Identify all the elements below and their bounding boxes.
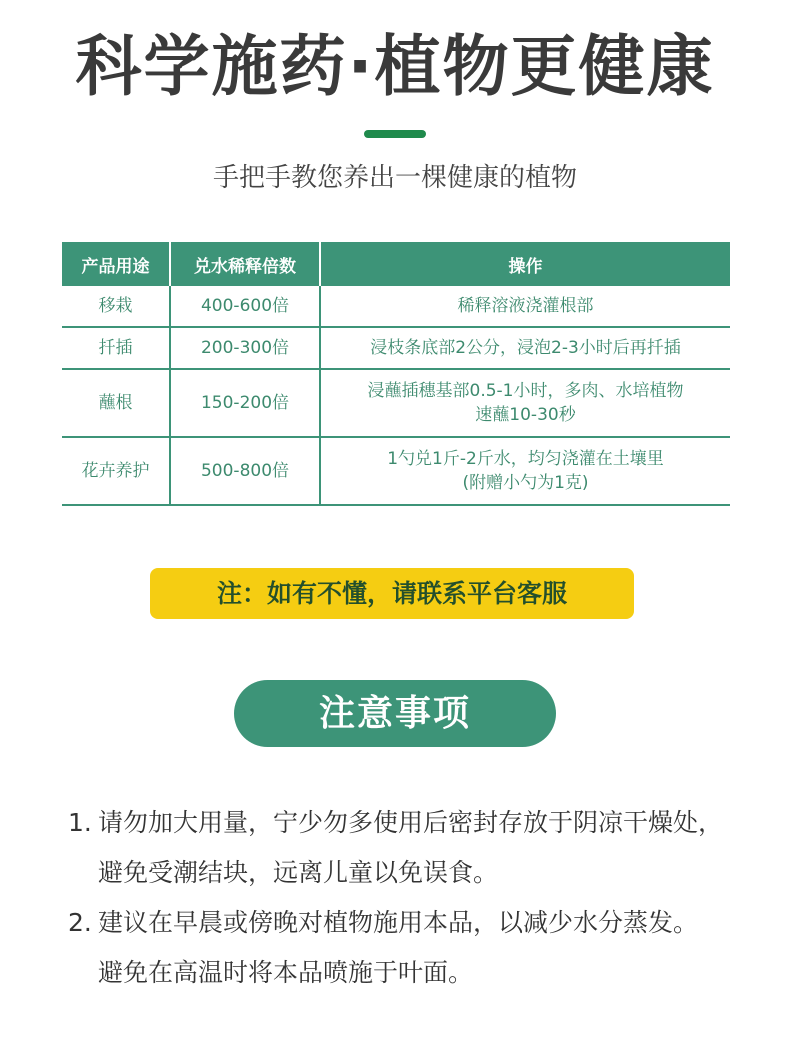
cell-dilution: 150-200倍 (170, 369, 320, 437)
title-accent-bar (364, 130, 426, 138)
cell-operation (320, 327, 730, 369)
precautions-heading: 注意事项 (234, 680, 556, 747)
cell-operation (320, 286, 730, 327)
cell-dilution: 200-300倍 (170, 327, 320, 369)
contact-note: 注：如有不懂，请联系平台客服 (150, 568, 634, 619)
operation-line: 浸枝条底部2公分，浸泡2-3小时后再扦插 (370, 338, 681, 358)
cell-operation (320, 369, 730, 437)
operation-line: (附赠小勺为1克) (462, 473, 589, 493)
header-operation: 操作 (320, 242, 730, 286)
list-item (68, 798, 768, 898)
item-text-continued: 避免受潮结块，远离儿童以免误食。 (98, 858, 499, 887)
table-row (62, 369, 730, 437)
operation-line: 1勺兑1斤-2斤水，均匀浇灌在土壤里 (387, 449, 664, 469)
item-text: 请勿加大用量，宁少勿多使用后密封存放于阴凉干燥处， (98, 808, 724, 837)
page-title: 科学施药·植物更健康 (75, 28, 715, 105)
cell-use: 扦插 (62, 327, 170, 369)
list-item (68, 898, 768, 998)
cell-dilution: 400-600倍 (170, 286, 320, 327)
operation-line: 稀释溶液浇灌根部 (457, 296, 594, 316)
precautions-list (68, 798, 768, 998)
table-header-row (62, 242, 730, 286)
item-text-continued: 避免在高温时将本品喷施于叶面。 (98, 958, 474, 987)
header-dilution: 兑水稀释倍数 (170, 242, 320, 286)
table-row (62, 286, 730, 327)
cell-operation (320, 437, 730, 505)
usage-table (62, 242, 730, 506)
table-row (62, 327, 730, 369)
operation-line: 速蘸10-30秒 (475, 405, 576, 425)
operation-line: 浸蘸插穗基部0.5-1小时，多肉、水培植物 (367, 381, 684, 401)
cell-use: 移栽 (62, 286, 170, 327)
table-row (62, 437, 730, 505)
page-subtitle: 手把手教您养出一棵健康的植物 (212, 163, 577, 193)
cell-use: 蘸根 (62, 369, 170, 437)
cell-dilution: 500-800倍 (170, 437, 320, 505)
header-product-use: 产品用途 (62, 242, 170, 286)
cell-use: 花卉养护 (62, 437, 170, 505)
item-text: 建议在早晨或傍晚对植物施用本品，以减少水分蒸发。 (98, 908, 699, 937)
item-number: 1. (68, 808, 92, 837)
item-number: 2. (68, 908, 92, 937)
